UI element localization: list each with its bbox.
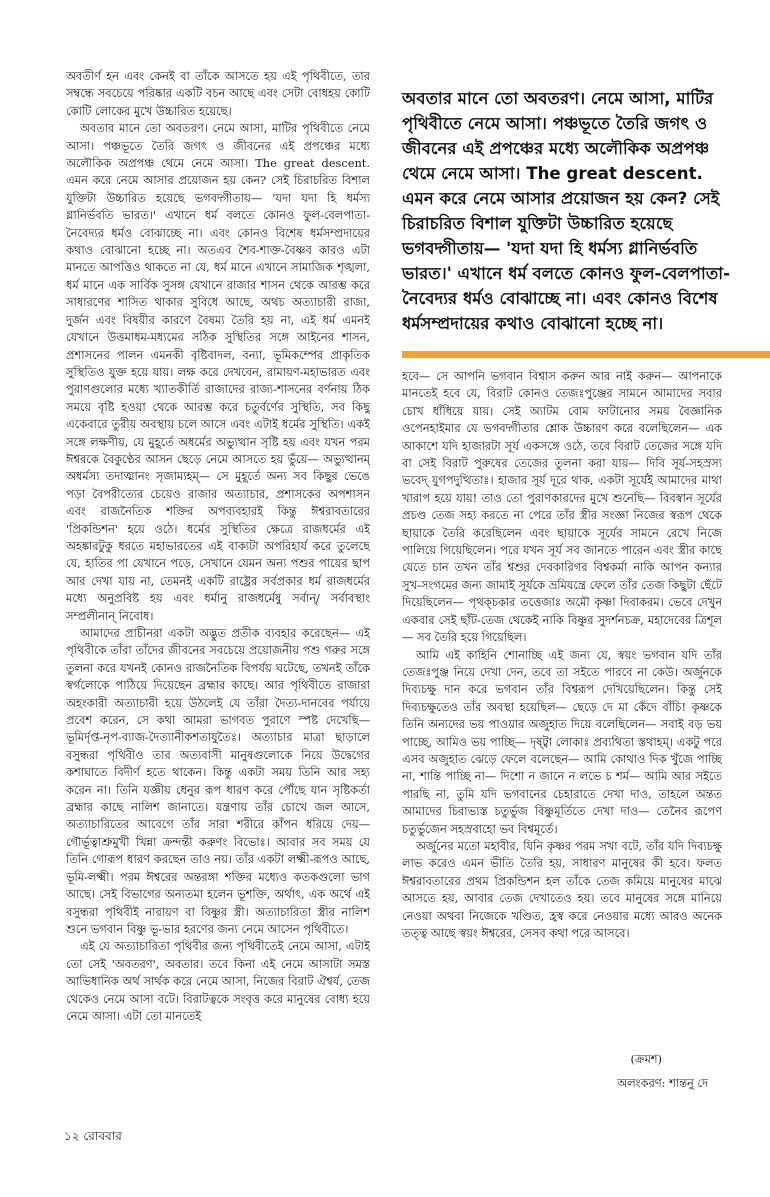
body-paragraph: হবে— সে আপনি ভগবান বিশ্বাস করুন আর নাই করুন— আপনাকে মানতেই হবে যে, বিরাট কোনও তেজঃপুঞ্জের সামনে আমাদের সবার চোখ ধাঁধিয়ে যায়। সেই অ্যাটম বোম ফাটানোর সময় বৈজ্ঞানিক ওপেনহাইমার যে ভগবদ্গীতার শ্লোক উচ্চারণ করে বলেছিলেন— এক আকাশে যদি হাজারটা সূর্য একসঙ্গে ওঠে, তবে বিরাট তেজের সঙ্গে যদি বা সেই বিরাট পুরুষের তেজের তুলনা করা যায়— দিবি সূর্য-সহস্রস্য ভবেদ্ যুগপদুত্থিতাঃ। হাজার সূর্য দূরে থাক, একটা সূর্যেই আমাদের মাথা খারাপ হয়ে যায়! তাও তো পুরাণকারদের মুখে শুনেছি— বিবস্বান সূর্যের প্রচণ্ড তেজ সহ্য করতে না পেরে তাঁর স্ত্রীর সংজ্ঞা নিজের স্বরূপ থেকে ছায়াকে তৈরি করেছিলেন এবং ছায়াকে সূর্যের সামনে রেখে নিজে পালিয়ে গিয়েছিলেন। পরে যখন সূর্য সব জানতে পারেন এবং স্ত্রীর কাছে যেতে চান তখন তাঁর শ্বশুর দেবকারিগর বিশ্বকর্মা নাকি আপন কন্যার সুখ-সংগমের জন্য জামাই সূর্যকে ভ্রমিযন্ত্রে ফেলে তাঁর তেজ কিছুটা ছেঁটে দিয়েছিলেন— পৃথক্চকার তত্তেজাঃ অমৌ কৃষ্ণা দিবাকরম। ভেবে দেখুন একবার সেই ছাঁট-তেজ থেকেই নাকি বিষ্ণুর সুদর্শনচক্র, মহাদেবের ত্রিশূল— সব তৈরি হয়ে গিয়েছিল। <box>402 369 722 645</box>
right-text-column <box>402 368 722 1028</box>
body-paragraph: অবতার মানে তো অবতরণ। নেমে আসা, মাটির পৃথিবীতে নেমে আসা। পঞ্চভূতে তৈরি জগৎ ও জীবনের এই প্রপঞ্চের মধ্যে অলৌকিক অপ্রপঞ্চ থেমে নেমে আসা। The great descent. এমন করে নেমে আসার প্রয়োজন হয় কেন? সেই চিরাচরিত বিশাল যুক্তিটা উচ্চারিত হয়েছে ভগবদ্গীতায়— 'যদা যদা হি ধর্মস্য গ্লানির্ভবতি ভারত।' এখানে ধর্ম বলতে কোনও ফুল-বেলপাতা-নৈবেদ্যর ধর্মও বোঝাচ্ছে না। এবং কোনও বিশেষ ধর্মসম্প্রদায়ের কথাও বোঝানো হচ্ছে না। অতএব শৈব-শাক্ত-বৈষ্ণব কারও এটা মানতে আপত্তিও থাকতে না যে, ধর্ম মানে এখানে সামাজিক শৃঙ্খলা, ধর্ম মানে এক সার্বিক সুসঙ্গ যেখানে রাজার শাসন থেকে আরম্ভ করে সাধারণের শাসিত থাকার সুবিধে আছে, অথচ অত্যাচারী রাজা, দুর্জন এবং বিষয়ীর কারণে বৈষম্য তৈরি হয় না, এই ধর্ম এমনই যেখানে উত্তমাধম-মধ্যমের সঠিক সুস্থিতির সঙ্গে আইনের শাসন, প্রশাসনের পালন এমনকী বৃষ্টিবাদল, বন্যা, ভূমিকম্পের প্রাকৃতিক সুস্থিতিও যুক্ত হয়ে যায়। লক্ষ করে দেখবেন, রামায়ণ-মহাভারত এবং পুরাণগুলোর মধ্যে খ্যাতকীর্তি রাজাদের রাজ্য-শাসনের বর্ণনায় ঠিক সময়ে বৃষ্টি হওয়া থেকে আরম্ভ করে চতুর্বর্ণের সুস্থিতি, সব কিছু একেবারে তুরীয় অবস্থায় চলে আসে এবং এটাই ধর্মের সুস্থিতি। একই সঙ্গে লক্ষণীয়, যে মুহূর্তে অধর্মের অভ্যুত্থান সৃষ্টি হয় এবং যখন পরম ঈশ্বরকে বৈকুণ্ঠের আসন ছেড়ে নেমে আসতে হয় ভুঁয়ে— অভ্যুত্থানম্ অধর্মস্য তদাত্মানং সৃজাম্যহম্— সে মুহূর্তে অন্য সব কিছুর ভেঙে পড়া বৈপরীত্যের চেয়েও রাজার অত্যাচার, প্রশাসকের অপশাসন এবং রাজনৈতিক শক্তির অপব্যবহারই কিন্তু ঈশ্বরাবতারের 'প্রিকন্ডিশন' হয়ে ওঠে। ধর্মের সুস্থিতির ক্ষেত্রে রাজধর্মের এই অহঙ্কারটুকু ধরতে মহাভারতের এই বাক্যটা অপরিহার্য করে তুলেছে যে, হাতির পা যেখানে পড়ে, সেখানে যেমন অন্য পশুর পায়ের ছাপ আর দেখা যায় না, তেমনই একটি রাষ্ট্রের সর্বপ্রকার ধর্ম রাজধর্মের মধ্যে অনুপ্রবিষ্ট হয় এবং ধর্মানু রাজধর্মেষু সর্বান্/ সর্বাবস্থাং সম্প্রলীনান্ নিবোধ। <box>66 121 370 623</box>
body-paragraph: আমাদের প্রাচীনরা একটা অদ্ভুত প্রতীক ব্যবহার করেছেন— এই পৃথিবীকে তাঁরা তাঁদের জীবনের সবচেয়ে প্রয়োজনীয় পশু গরুর সঙ্গে তুলনা করে যখনই কোনও রাজনৈতিক বিপর্যয় ঘটেছে, তখনই তাঁকে স্বর্গলোকে পাঠিয়ে দিয়েছেন ব্রহ্মার কাছে। আর পৃথিবীতে রাজারা অহংকারী অত্যাচারী হয়ে উঠলেই যে তাঁরা দৈত্য-দানবের পর্যায়ে প্রবেশ করেন, সে কথা আমরা ভাগবত পুরাণে স্পষ্ট দেখেছি— ভূমির্দৃপ্ত-নৃপ-ব্যাজ-দৈত্যানীকশতাযুতৈঃ। অত্যাচার মাত্রা ছাড়ালে বসুন্ধরা পৃথিবীও তার অত্যবাসী মানুষগুলোকে নিয়ে উদ্বেগের কশাঘাতে বিদীর্ণ হতে থাকেন। কিন্তু একটা সময় তিনি আর সহ্য করেন না। তিনি যজ্ঞীয় ধেনুর রূপ ধারণ করে পৌঁছে যান সৃষ্টিকর্তা ব্রহ্মার কাছে নালিশ জানাতে। যন্ত্রণায় তাঁর চোখে জল আসে, অত্যাচারিতের আবেগে তাঁর সারা শরীরে কাঁপন ধরিয়ে দেয়— গৌর্ভূত্বাশ্রুমুখী খিন্না ক্রন্দন্তী করুণং বিভোঃ। আবার সব সময় যে তিনি গোরূপ ধারণ করছেন তাও নয়। তাঁর একটা লক্ষ্মী-রূপও আছে, ভূমি-লক্ষ্মী। পরম ঈশ্বরের অন্তরঙ্গা শক্তির মধ্যেও কতকগুলো ভাগ আছে। সেই বিভাগের অন্যতমা হলেন ভূশক্তি, অর্থাৎ, এক অর্থে এই বসুন্ধরা পৃথিবীই নারায়ণ বা বিষ্ণুর স্ত্রী। অত্যাচারিতা স্ত্রীর নালিশ শুনে ভগবান বিষ্ণু ভূ-ভার হরণের জন্য নেমে আসেন পৃথিবীতে। <box>66 626 370 936</box>
left-text-column <box>66 68 370 1108</box>
continued-marker: (ক্রমশ) <box>630 1052 662 1066</box>
body-paragraph: আমি এই কাহিনি শোনাচ্ছি এই জন্য যে, স্বয়ং ভগবান যদি তাঁর তেজঃপুঞ্জ নিয়ে দেখা দেন, তবে তা সইতে পারবে না কেউ। অর্জুনকে দিব্যচক্ষু দান করে ভগবান তাঁর বিশ্বরূপ দেখিয়েছিলেন। কিন্তু সেই দিব্যচক্ষুতেও তাঁর অবস্থা হয়েছিল— ছেড়ে দে মা কেঁদে বাঁচি! কৃষ্ণকে তিনি অন্যদের ভয় পাওয়ার অজুহাত দিয়ে বলেছিলেন— সবাই বড় ভয় পাচ্ছে, আমিও ভয় পাচ্ছি— দৃষ্ট্বা লোকাঃ প্রব্যথিতা স্তথাহম্। একটু পরে এসব অজুহাত ঝেড়ে ফেলে বলেছেন— আমি কোথাও দিক খুঁজে পাচ্ছি না, শান্তি পাচ্ছি না— দিশো ন জানে ন লভে চ শর্ম— আমি আর সইতে পারছি না, তুমি যদি ভগবানের চেহারাতে দেখা দাও, তাহলে অন্তত আমাদের চিরাভ্যস্ত চতুর্ভুজ বিষ্ণুমূর্তিতে দেখা দাও— তেনৈব রূপেণ চতুর্ভুজেন সহস্রবাহো ভব বিশ্বমূর্তে। <box>402 647 722 836</box>
pull-quote-rule <box>402 351 770 358</box>
body-paragraph: অর্জুনের মতো মহাবীর, যিনি কৃষ্ণর পরম সখা বটে, তাঁর যদি দিব্যচক্ষু লাভ করেও এমন ভীতি তৈরি হয়, সাধারণ মানুষের কী হবে। ফলত ঈশ্বরাবতারের প্রথম প্রিকন্ডিশন হল তাঁকে তেজ কমিয়ে মানুষের মাঝে আসতে হয়, আবার তেজ দেখাতেও হয়। তবে মানুষের সঙ্গে মানিয়ে নেওয়া অথবা নিজেকে খণ্ডিত, হ্রস্ব করে নেওয়ার মধ্যে আরও অনেক তত্ত্ব আছে স্বয়ং ঈশ্বরের, সেসব কথা পরে আসবে। <box>402 838 722 940</box>
page-folio: ১২ রোববার <box>64 1129 122 1143</box>
body-paragraph: অবতীর্ণ হন এবং কেনই বা তাঁকে আসতে হয় এই পৃথিবীতে, তার সম্বন্ধে সবচেয়ে পরিষ্কার একটি বচন আছে এবং সেটা বোধহয় কোটি কোটি লোকের মুখে উচ্চারিত হয়েছে। <box>66 69 370 118</box>
pull-quote: অবতার মানে তো অবতরণ। নেমে আসা, মাটির পৃথিবীতে নেমে আসা। পঞ্চভূতে তৈরি জগৎ ও জীবনের এই প্রপঞ্চের মধ্যে অলৌকিক অপ্রপঞ্চ থেমে নেমে আসা। The great descent. এমন করে নেমে আসার প্রয়োজন হয় কেন? সেই চিরাচরিত বিশাল যুক্তিটা উচ্চারিত হয়েছে ভগবদ্গীতায়— 'যদা যদা হি ধর্মস্য গ্লানির্ভবতি ভারত।' এখানে ধর্ম বলতে কোনও ফুল-বেলপাতা-নৈবেদ্যর ধর্মও বোঝাচ্ছে না। এবং কোনও বিশেষ ধর্মসম্প্রদায়ের কথাও বোঝানো হচ্ছে না। <box>402 89 730 333</box>
illustration-credit: অলংকরণ: শান্তনু দে <box>617 1076 708 1090</box>
body-paragraph: এই যে অত্যাচারিতা পৃথিবীর জন্য পৃথিবীতেই নেমে আসা, এটাই তো সেই 'অবতরণ', অবতার। তবে কিনা এই নেমে আসাটা সমস্ত আভিধানিক অর্থ সার্থক করে নেমে আসা, নিজের বিরাট ঐশ্বর্য, তেজ থেকেও নেমে আসা বটে। বিরাটত্বকে সংবৃত্ত করে মানুষের বোধ্য হয়ে নেমে আসা। এটা তো মানতেই <box>66 939 370 1023</box>
